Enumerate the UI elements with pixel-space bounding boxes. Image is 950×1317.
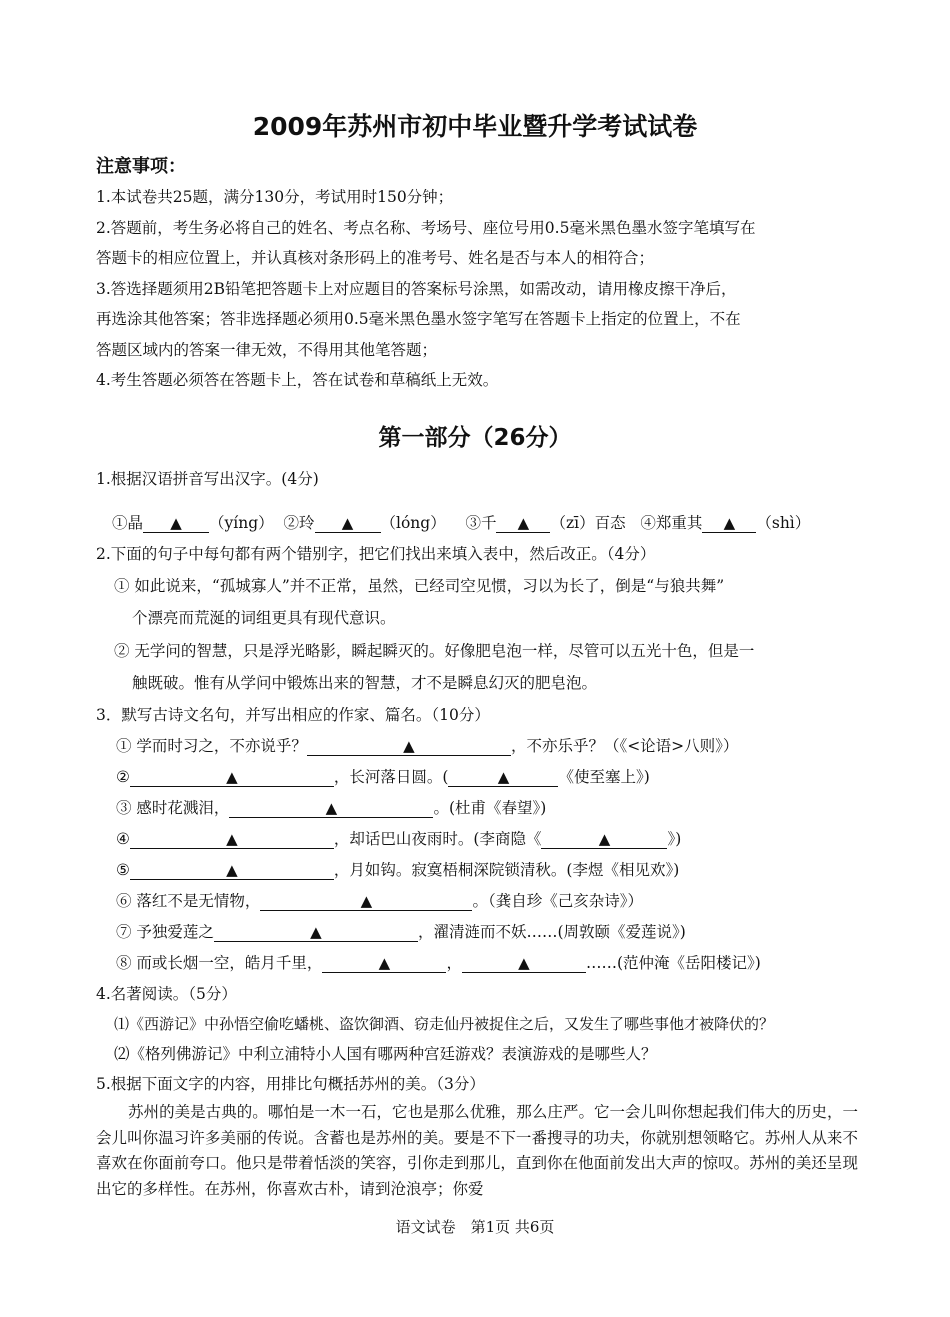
q1-item-pre: ①晶 xyxy=(112,514,144,532)
q3-line xyxy=(116,828,681,850)
answer-blank[interactable]: ▲ xyxy=(702,514,756,533)
answer-blank[interactable]: ▲ xyxy=(214,923,418,942)
q1-item-post: （yíng） xyxy=(209,514,274,532)
q2-sentence: 触既破。惟有从学问中锻炼出来的智慧，才不是瞬息幻灭的肥皂泡。 xyxy=(132,674,598,692)
q2-stem: 2.下面的句子中每句都有两个错别字，把它们找出来填入表中，然后改正。（4分） xyxy=(96,545,656,563)
q3-text: ，长河落日圆。( xyxy=(333,768,449,786)
answer-blank[interactable]: ▲ xyxy=(541,830,667,849)
q3-line xyxy=(116,952,761,974)
notice-line: 3.答选择题须用2B铅笔把答题卡上对应题目的答案标号涂黑，如需改动，请用橡皮擦干净后， xyxy=(96,279,737,298)
q3-text: 。(杜甫《春望》) xyxy=(433,799,547,817)
notice-line: 1.本试卷共25题，满分130分，考试用时150分钟； xyxy=(96,188,454,206)
q3-text: ⑤ xyxy=(116,861,130,879)
q2-sentence: ① 如此说来，“孤城寡人”并不正常，虽然，已经司空见惯，习以为长了，倒是“与狼共舞” xyxy=(114,577,725,595)
notice-list xyxy=(96,182,866,396)
q1-item-post: （zī）百态 xyxy=(550,514,626,532)
q3-line xyxy=(116,766,650,788)
q3-text: ，不亦乐乎？（《<论语>八则》） xyxy=(510,737,739,755)
q3-line xyxy=(116,797,546,819)
answer-blank[interactable]: ▲ xyxy=(130,830,334,849)
q4-item: ⑴《西游记》中孙悟空偷吃蟠桃、盗饮御酒、窃走仙丹被捉住之后，又发生了哪些事他才被降伏的？ xyxy=(114,1015,775,1033)
notice-line: 4.考生答题必须答在答题卡上，答在试卷和草稿纸上无效。 xyxy=(96,371,499,389)
q3-line xyxy=(116,890,643,912)
q1-item-post: （shì） xyxy=(756,514,811,532)
q2-sentence: ② 无学问的智慧，只是浮光略影，瞬起瞬灭的。好像肥皂泡一样，尽管可以五光十色，但是一 xyxy=(114,642,755,660)
q3-text: ，濯清涟而不妖……(周敦颐《爱莲说》) xyxy=(417,923,686,941)
q3-text: 。（龚自珍《己亥杂诗》） xyxy=(472,892,643,910)
q3-text: ③ 感时花溅泪， xyxy=(116,799,230,817)
answer-blank[interactable]: ▲ xyxy=(462,954,586,973)
part-title: 第一部分（26分） xyxy=(378,425,572,451)
q3-text: ② xyxy=(116,768,130,786)
notice-line: 再选涂其他答案；答非选择题必须用0.5毫米黑色墨水签字笔写在答题卡上指定的位置上，不在 xyxy=(96,310,741,328)
answer-blank[interactable]: ▲ xyxy=(448,768,558,787)
answer-blank[interactable]: ▲ xyxy=(143,514,209,533)
notice-line: 答题卡的相应位置上，并认真核对条形码上的准考号、姓名是否与本人的相符合； xyxy=(96,249,655,267)
answer-blank[interactable]: ▲ xyxy=(496,514,550,533)
page-footer: 语文试卷 第1页 共6页 xyxy=(395,1218,555,1236)
q1-items xyxy=(112,512,810,534)
q3-text: ，月如钩。寂寞梧桐深院锁清秋。(李煜《相见欢》) xyxy=(333,861,680,879)
q3-text: ⑦ 予独爱莲之 xyxy=(116,923,214,941)
q1-item-pre: ②玲 xyxy=(283,514,315,532)
q3-stem: 3．默写古诗文名句，并写出相应的作家、篇名。（10分） xyxy=(96,706,490,724)
answer-blank[interactable]: ▲ xyxy=(229,799,433,818)
q3-text: ……(范仲淹《岳阳楼记》) xyxy=(585,954,761,972)
answer-blank[interactable]: ▲ xyxy=(130,768,334,787)
q4-stem: 4.名著阅读。（5分） xyxy=(96,985,237,1003)
q1-item-post: （lóng） xyxy=(380,514,446,532)
q2-sentence: 个漂亮而荒涎的词组更具有现代意识。 xyxy=(132,609,396,627)
q3-text: 《使至塞上》) xyxy=(558,768,650,786)
q3-line xyxy=(116,735,738,757)
q3-text: ⑥ 落红不是无情物， xyxy=(116,892,261,910)
q3-text: ⑧ 而或长烟一空，皓月千里， xyxy=(116,954,323,972)
notice-line: 2.答题前，考生务必将自己的姓名、考点名称、考场号、座位号用0.5毫米黑色墨水签字笔填写在 xyxy=(96,218,756,237)
q3-text: ① 学而时习之，不亦说乎？ xyxy=(116,737,307,755)
answer-blank[interactable]: ▲ xyxy=(260,892,472,911)
exam-title: 2009年苏州市初中毕业暨升学考试试卷 xyxy=(252,112,698,141)
q1-item-pre: ④郑重其 xyxy=(640,514,703,532)
q5-passage: 苏州的美是古典的。哪怕是一木一石，它也是那么优雅，那么庄严。它一会儿叫你想起我们伟大的历史，一会儿叫你温习许多美丽的传说。含蓄也是苏州的美。要是不下一番搜寻的功夫，你就别想领略它。苏州人从来不喜欢在你面前夸口。他只是带着恬淡的笑容，引你走到那儿，直到你在他面前发出大声的惊叹。苏州的美还呈现出它的多样性。在苏州，你喜欢古朴，请到沧浪亭；你爱 xyxy=(96,1103,858,1198)
answer-blank[interactable]: ▲ xyxy=(130,861,334,880)
q4-item: ⑵《格列佛游记》中利立浦特小人国有哪两种宫廷游戏？表演游戏的是哪些人？ xyxy=(114,1045,657,1063)
answer-blank[interactable]: ▲ xyxy=(307,737,511,756)
q5-stem: 5.根据下面文字的内容，用排比句概括苏州的美。（3分） xyxy=(96,1075,485,1093)
q3-text: ，却话巴山夜雨时。(李商隐《 xyxy=(333,830,542,848)
notice-line: 答题区域内的答案一律无效，不得用其他笔答题； xyxy=(96,340,438,359)
answer-blank[interactable]: ▲ xyxy=(315,514,381,533)
answer-blank[interactable]: ▲ xyxy=(322,954,446,973)
q1-item-pre: ③千 xyxy=(465,514,497,532)
q3-text: ④ xyxy=(116,830,130,848)
notice-heading: 注意事项： xyxy=(96,156,186,177)
q3-line xyxy=(116,921,686,943)
q3-text: 》) xyxy=(667,830,682,848)
q3-text: ， xyxy=(446,954,462,972)
q1-stem: 1.根据汉语拼音写出汉字。(4分) xyxy=(96,470,319,488)
q3-line xyxy=(116,859,679,881)
